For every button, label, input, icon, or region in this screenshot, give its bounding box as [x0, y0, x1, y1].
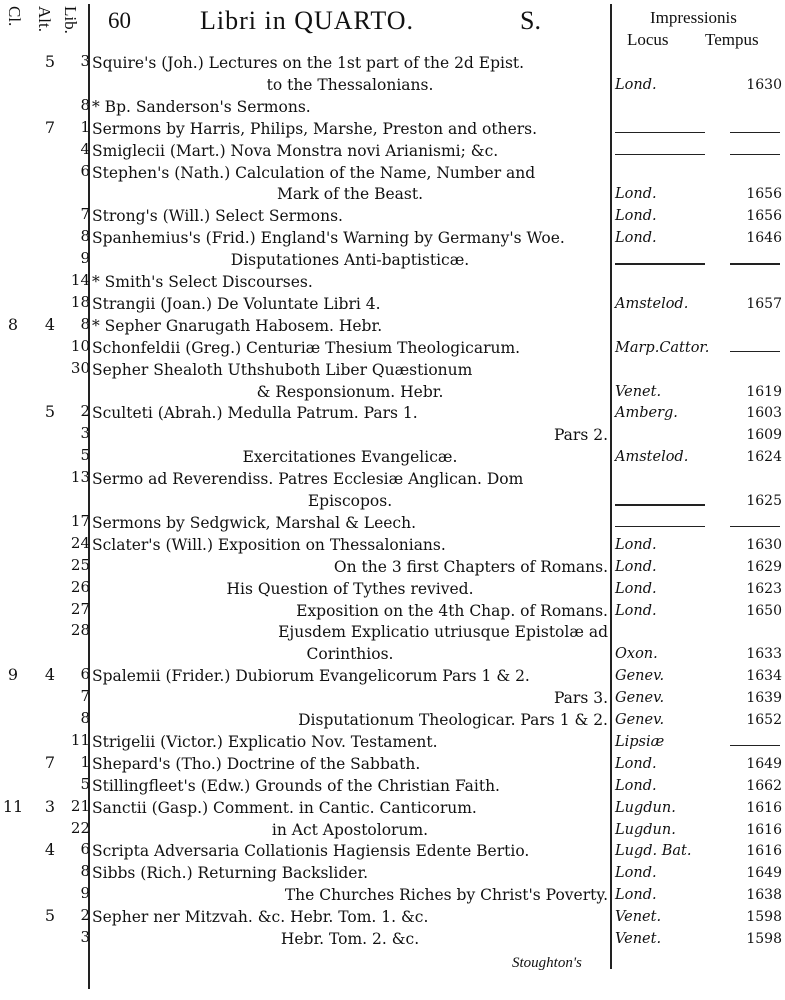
year-of-printing: 1649: [746, 865, 782, 882]
list-item: [0, 315, 785, 337]
place-of-printing: Lond.: [615, 536, 657, 553]
entry-text: Strong's (Will.) Select Sermons.: [92, 207, 343, 226]
year-of-printing: 1646: [746, 230, 782, 247]
list-item: [0, 906, 785, 928]
class-number: 9: [7, 665, 19, 685]
book-number: 18: [70, 292, 90, 311]
list-item: [0, 928, 785, 950]
book-number: 14: [70, 271, 90, 289]
catchword: Stoughton's: [512, 955, 582, 971]
list-item: [0, 840, 785, 862]
shelf-number: 5: [44, 52, 56, 71]
year-dash: [730, 526, 780, 528]
entry-text: Strangii (Joan.) De Voluntate Libri 4.: [92, 294, 381, 313]
year-of-printing: 1629: [746, 558, 782, 575]
entry-text: to the Thessalonians.: [266, 75, 434, 94]
place-dash: [615, 526, 705, 528]
year-of-printing: 1633: [746, 646, 782, 663]
place-of-printing: Lond.: [615, 777, 657, 794]
entry-text: Sermons by Harris, Philips, Marshe, Preston and others.: [92, 119, 538, 138]
list-item: [0, 162, 785, 184]
entry-text: & Responsionum. Hebr.: [256, 382, 444, 401]
entry-text: Pars 2.: [553, 426, 608, 445]
list-item: [0, 665, 785, 687]
year-of-printing: 1625: [746, 493, 782, 509]
book-number: 8: [80, 709, 90, 727]
entry-text: Spalemii (Frider.) Dubiorum Evangelicorum Pars 1 & 2.: [92, 667, 530, 686]
book-number: 3: [80, 928, 90, 946]
year-of-printing: 1656: [746, 208, 782, 225]
place-of-printing: Lugdun.: [615, 821, 676, 838]
shelf-number: 3: [44, 796, 56, 816]
book-number: 21: [70, 796, 90, 815]
entry-text: Strigelii (Victor.) Explicatio Nov. Testament.: [92, 732, 438, 751]
entry-text: Stillingfleet's (Edw.) Grounds of the Christian Faith.: [92, 776, 500, 795]
entry-text: Sclater's (Will.) Exposition on Thessalonians.: [92, 535, 446, 554]
book-number: 6: [80, 665, 90, 684]
list-item: [0, 74, 785, 96]
place-dash: [615, 132, 705, 134]
entry-text: Disputationum Theologicar. Pars 1 & 2.: [298, 711, 608, 729]
entry-text: Exercitationes Evangelicæ.: [242, 448, 458, 467]
entry-text: * Smith's Select Discourses.: [92, 273, 313, 291]
place-of-printing: Lond.: [615, 580, 657, 597]
year-of-printing: 1616: [746, 821, 782, 838]
list-item: [0, 862, 785, 884]
book-number: 8: [80, 314, 90, 333]
year-of-printing: 1649: [746, 755, 782, 772]
shelf-number: 5: [44, 906, 56, 926]
book-number: 4: [80, 139, 90, 158]
book-number: 17: [70, 511, 90, 530]
year-of-printing: 1598: [746, 909, 782, 926]
list-item: [0, 249, 785, 271]
entry-text: Schonfeldii (Greg.) Centuriæ Thesium Theologicarum.: [92, 338, 521, 357]
year-of-printing: 1662: [746, 777, 782, 794]
book-number: 8: [80, 95, 90, 114]
list-item: [0, 621, 785, 643]
list-item: [0, 819, 785, 841]
place-of-printing: Amstelod.: [615, 449, 689, 466]
book-number: 27: [70, 599, 90, 618]
year-dash: [730, 351, 780, 353]
book-number: 3: [80, 52, 90, 70]
entry-text: in Act Apostolorum.: [271, 820, 429, 839]
book-number: 7: [80, 687, 90, 706]
entry-text: Smiglecii (Mart.) Nova Monstra novi Arianismi; &c.: [92, 141, 499, 160]
entry-text: Scripta Adversaria Collationis Hagiensis Edente Bertio.: [92, 842, 530, 861]
list-item: [0, 709, 785, 731]
book-number: 1: [80, 752, 90, 771]
entry-text: Corinthios.: [306, 645, 394, 664]
book-number: 13: [70, 468, 90, 487]
list-item: [0, 797, 785, 819]
year-of-printing: 1657: [746, 295, 782, 312]
book-number: 26: [70, 577, 90, 596]
list-item: [0, 424, 785, 446]
place-of-printing: Lond.: [615, 865, 657, 882]
list-item: [0, 337, 785, 359]
entry-text: Sermons by Sedgwick, Marshal & Leech.: [92, 513, 417, 532]
col-cl-header: Cl.: [5, 6, 24, 27]
list-item: [0, 183, 785, 205]
book-number: 6: [80, 161, 90, 180]
book-number: 11: [70, 730, 90, 749]
book-number: 1: [80, 117, 90, 136]
year-dash: [730, 154, 780, 156]
book-number: 9: [80, 249, 90, 268]
book-number: 30: [70, 358, 90, 377]
entry-text: Sibbs (Rich.) Returning Backslider.: [92, 864, 369, 883]
list-item: [0, 52, 785, 74]
list-item: [0, 140, 785, 162]
year-of-printing: 1598: [746, 931, 782, 947]
list-item: [0, 293, 785, 315]
book-number: 25: [70, 555, 90, 574]
book-number: 28: [70, 621, 90, 640]
section-letter: S.: [520, 6, 541, 35]
list-item: [0, 490, 785, 512]
year-of-printing: 1624: [746, 449, 782, 466]
place-of-printing: Lugdun.: [615, 799, 676, 816]
shelf-number: 4: [44, 314, 56, 334]
book-number: 8: [80, 227, 90, 246]
year-of-printing: 1609: [746, 427, 782, 444]
list-item: [0, 381, 785, 403]
impressionis-label: Impressionis: [650, 8, 737, 27]
entry-text: The Churches Riches by Christ's Poverty.: [284, 886, 608, 905]
book-number: 5: [80, 774, 90, 793]
place-of-printing: Marp.Cattor.: [615, 339, 710, 356]
year-of-printing: 1638: [746, 887, 782, 904]
entry-text: Disputationes Anti-baptisticæ.: [230, 251, 470, 270]
list-item: [0, 402, 785, 424]
entry-text: Sanctii (Gasp.) Comment. in Cantic. Canticorum.: [92, 798, 477, 817]
entry-text: Hebr. Tom. 2. &c.: [280, 930, 420, 948]
col-alt-header: Alt.: [35, 6, 54, 32]
list-item: [0, 643, 785, 665]
list-item: [0, 534, 785, 556]
entry-text: Stephen's (Nath.) Calculation of the Name, Number and: [92, 163, 536, 182]
book-number: 6: [80, 840, 90, 859]
place-of-printing: Venet.: [615, 931, 662, 947]
year-of-printing: 1616: [746, 799, 782, 816]
list-item: [0, 884, 785, 906]
book-number: 2: [80, 906, 90, 925]
entry-text: Spanhemius's (Frid.) England's Warning by Germany's Woe.: [92, 229, 565, 248]
page-number: 60: [108, 8, 131, 33]
year-of-printing: 1634: [746, 668, 782, 685]
year-of-printing: 1639: [746, 690, 782, 707]
list-item: [0, 753, 785, 775]
place-of-printing: Genev.: [615, 712, 665, 728]
book-number: 7: [80, 205, 90, 224]
year-of-printing: 1619: [746, 383, 782, 400]
entry-text: * Bp. Sanderson's Sermons.: [92, 97, 311, 116]
place-of-printing: Lond.: [615, 887, 657, 904]
entry-text: Mark of the Beast.: [276, 185, 424, 204]
shelf-number: 4: [44, 840, 56, 860]
place-of-printing: Genev.: [615, 668, 665, 685]
year-of-printing: 1650: [746, 602, 782, 619]
book-number: 22: [70, 818, 90, 837]
locus-label: Locus: [627, 30, 669, 49]
year-dash: [730, 745, 780, 747]
place-of-printing: Lond.: [615, 755, 657, 772]
place-dash: [615, 504, 705, 506]
list-item: [0, 600, 785, 622]
place-of-printing: Lipsiæ: [615, 733, 665, 750]
place-of-printing: Lond.: [615, 186, 657, 203]
place-of-printing: Amstelod.: [615, 295, 689, 312]
entry-text: His Question of Tythes revived.: [226, 579, 474, 598]
place-of-printing: Lugd. Bat.: [615, 843, 692, 860]
entry-text: Ejusdem Explicatio utriusque Epistolæ ad: [278, 623, 608, 642]
entry-text: Exposition on the 4th Chap. of Romans.: [296, 601, 608, 620]
book-number: 24: [70, 533, 90, 552]
list-item: [0, 446, 785, 468]
list-item: [0, 512, 785, 534]
list-item: [0, 271, 785, 293]
year-of-printing: 1603: [746, 405, 782, 422]
entry-text: Pars 3.: [553, 689, 608, 708]
place-of-printing: Amberg.: [615, 405, 678, 422]
entry-text: Shepard's (Tho.) Doctrine of the Sabbath.: [92, 754, 421, 773]
entry-text: Sermo ad Reverendiss. Patres Ecclesiæ Anglican. Dom: [92, 470, 524, 489]
book-number: 2: [80, 402, 90, 421]
book-number: 10: [70, 336, 90, 355]
tempus-label: Tempus: [705, 30, 759, 49]
entry-text: * Sepher Gnarugath Habosem. Hebr.: [92, 316, 383, 335]
year-dash: [730, 263, 780, 265]
place-dash: [615, 263, 705, 265]
place-of-printing: Lond.: [615, 602, 657, 619]
shelf-number: 5: [44, 402, 56, 422]
year-of-printing: 1616: [746, 843, 782, 860]
book-number: 3: [80, 424, 90, 443]
list-item: [0, 578, 785, 600]
list-item: [0, 775, 785, 797]
place-dash: [615, 154, 705, 156]
list-item: [0, 118, 785, 140]
place-of-printing: Lond.: [615, 558, 657, 575]
entry-text: Squire's (Joh.) Lectures on the 1st part of the 2d Epist.: [92, 54, 525, 72]
year-of-printing: 1630: [746, 536, 782, 553]
place-of-printing: Venet.: [615, 909, 662, 926]
entry-text: On the 3 first Chapters of Romans.: [333, 557, 608, 576]
list-item: [0, 687, 785, 709]
book-number: 9: [80, 884, 90, 903]
class-number: 11: [2, 796, 24, 816]
year-of-printing: 1652: [746, 712, 782, 728]
page-title: Libri in QUARTO.: [200, 6, 415, 35]
list-item: [0, 731, 785, 753]
book-number: 5: [80, 446, 90, 465]
list-item: [0, 556, 785, 578]
entry-text: Sculteti (Abrah.) Medulla Patrum. Pars 1.: [92, 404, 418, 423]
year-of-printing: 1656: [746, 186, 782, 203]
entry-text: Sepher ner Mitzvah. &c. Hebr. Tom. 1. &c.: [92, 908, 429, 927]
list-item: [0, 468, 785, 490]
place-of-printing: Oxon.: [615, 646, 658, 663]
list-item: [0, 227, 785, 249]
entry-text: Sepher Shealoth Uthshuboth Liber Quæstionum: [92, 360, 473, 379]
place-of-printing: Lond.: [615, 230, 657, 247]
shelf-number: 7: [44, 752, 56, 772]
col-lib-header: Lib.: [61, 6, 80, 34]
year-of-printing: 1623: [746, 580, 782, 597]
list-item: [0, 205, 785, 227]
year-of-printing: 1630: [746, 76, 782, 93]
book-number: 8: [80, 862, 90, 881]
list-item: [0, 359, 785, 381]
shelf-number: 7: [44, 117, 56, 137]
year-dash: [730, 132, 780, 134]
class-number: 8: [7, 314, 19, 334]
place-of-printing: Lond.: [615, 76, 657, 93]
entry-text: Episcopos.: [307, 492, 393, 510]
shelf-number: 4: [44, 665, 56, 685]
place-of-printing: Lond.: [615, 208, 657, 225]
place-of-printing: Venet.: [615, 383, 662, 400]
list-item: [0, 96, 785, 118]
place-of-printing: Genev.: [615, 690, 665, 707]
